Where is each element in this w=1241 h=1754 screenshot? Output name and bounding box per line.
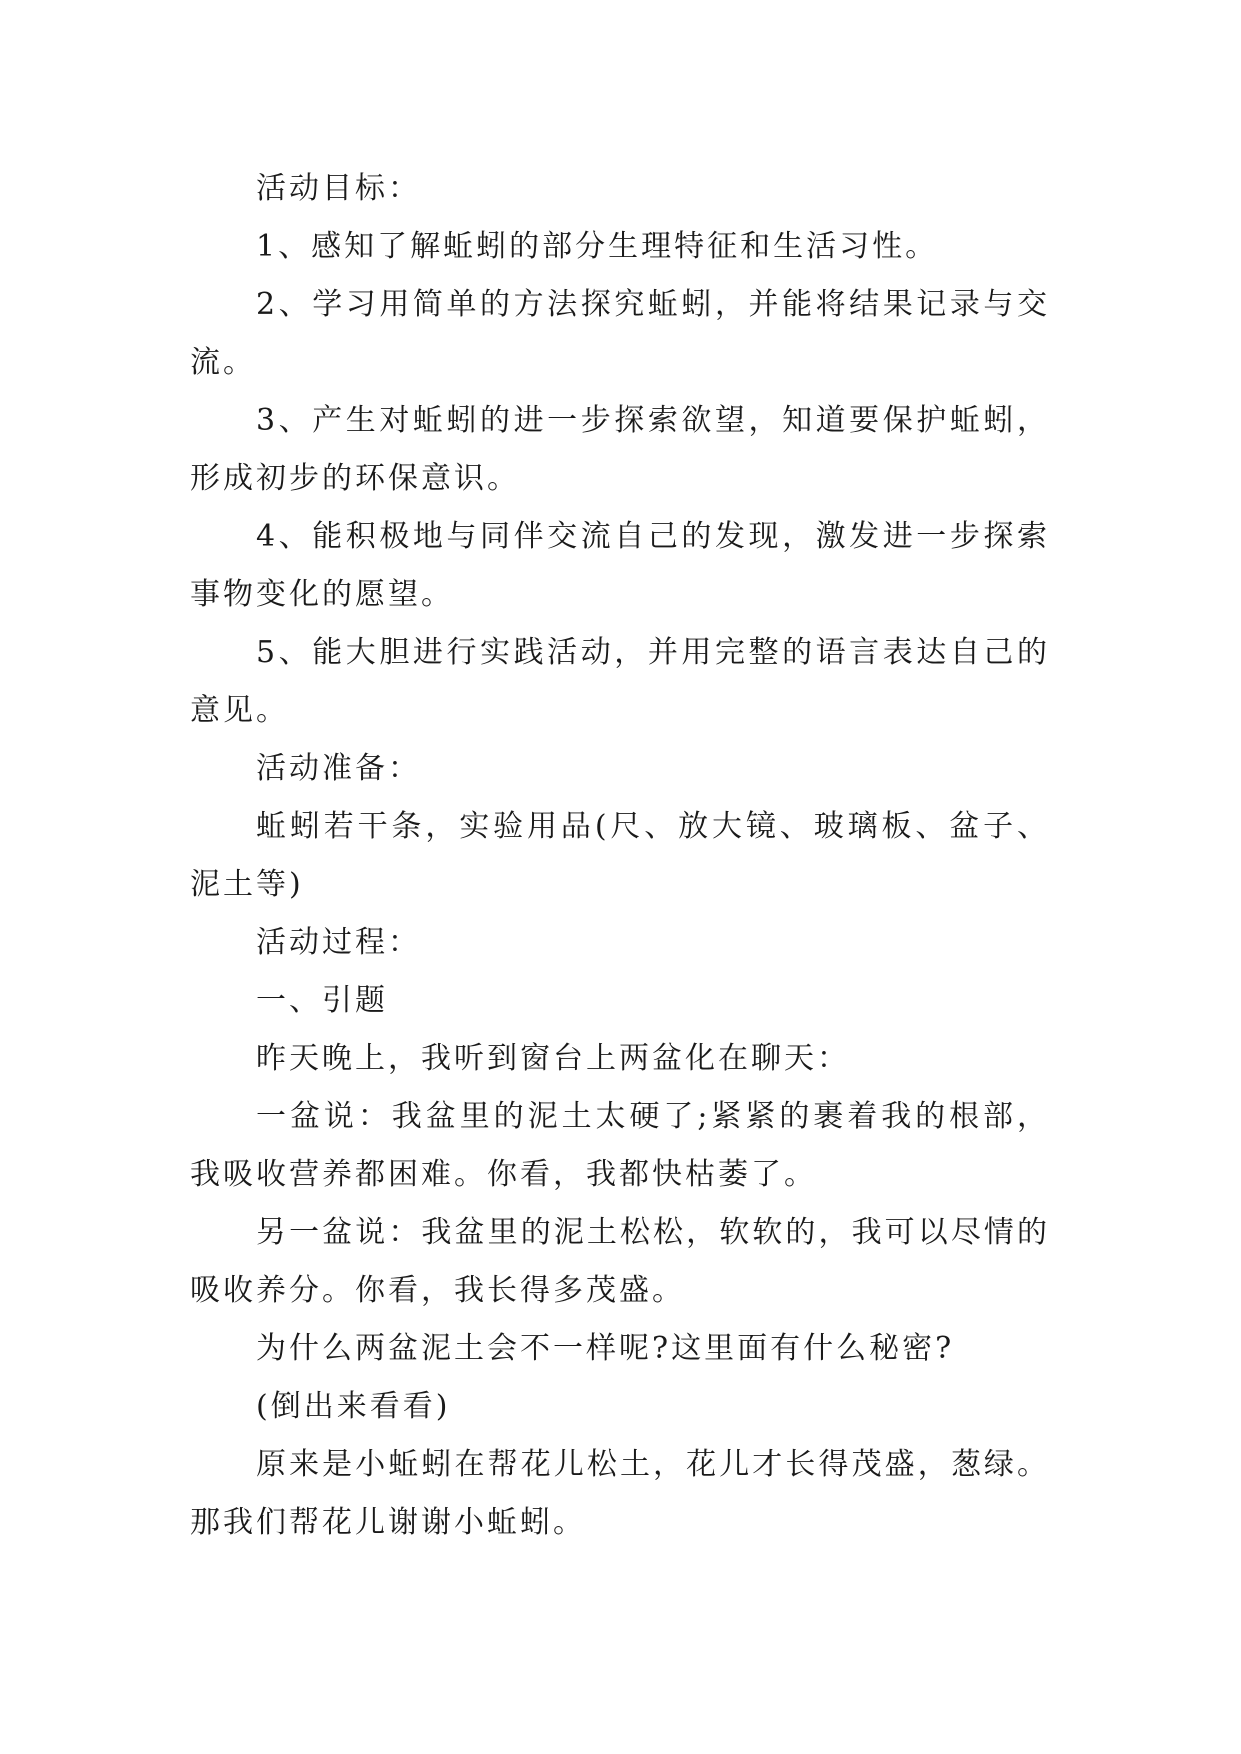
- story-second-pot: 另一盆说：我盆里的泥土松松，软软的，我可以尽情的吸收养分。你看，我长得多茂盛。: [190, 1215, 1050, 1308]
- heading-activity-process: 活动过程：: [256, 925, 421, 960]
- story-intro: 昨天晚上，我听到窗台上两盆化在聊天：: [256, 1041, 850, 1076]
- heading-activity-goals: 活动目标：: [256, 171, 421, 206]
- story-first-pot: 一盆说：我盆里的泥土太硬了;紧紧的裹着我的根部，我吸收营养都困难。你看，我都快枯萎了。: [190, 1099, 1050, 1192]
- goal-item-4: 4、能积极地与同伴交流自己的发现，激发进一步探索事物变化的愿望。: [190, 519, 1050, 612]
- story-conclusion: 原来是小蚯蚓在帮花儿松土，花儿才长得茂盛，葱绿。那我们帮花儿谢谢小蚯蚓。: [190, 1447, 1050, 1540]
- story-action: (倒出来看看): [256, 1389, 451, 1424]
- story-question: 为什么两盆泥土会不一样呢?这里面有什么秘密?: [256, 1331, 955, 1366]
- goal-item-5: 5、能大胆进行实践活动，并用完整的语言表达自己的意见。: [190, 635, 1050, 728]
- process-step-1-title: 一、引题: [256, 983, 388, 1018]
- goal-item-2: 2、学习用简单的方法探究蚯蚓，并能将结果记录与交流。: [190, 287, 1050, 380]
- document-body: [190, 160, 1050, 1552]
- preparation-materials: 蚯蚓若干条，实验用品(尺、放大镜、玻璃板、盆子、泥土等): [190, 809, 1050, 902]
- heading-activity-preparation: 活动准备：: [256, 751, 421, 786]
- goal-item-1: 1、感知了解蚯蚓的部分生理特征和生活习性。: [256, 229, 939, 264]
- goal-item-3: 3、产生对蚯蚓的进一步探索欲望，知道要保护蚯蚓，形成初步的环保意识。: [190, 403, 1050, 496]
